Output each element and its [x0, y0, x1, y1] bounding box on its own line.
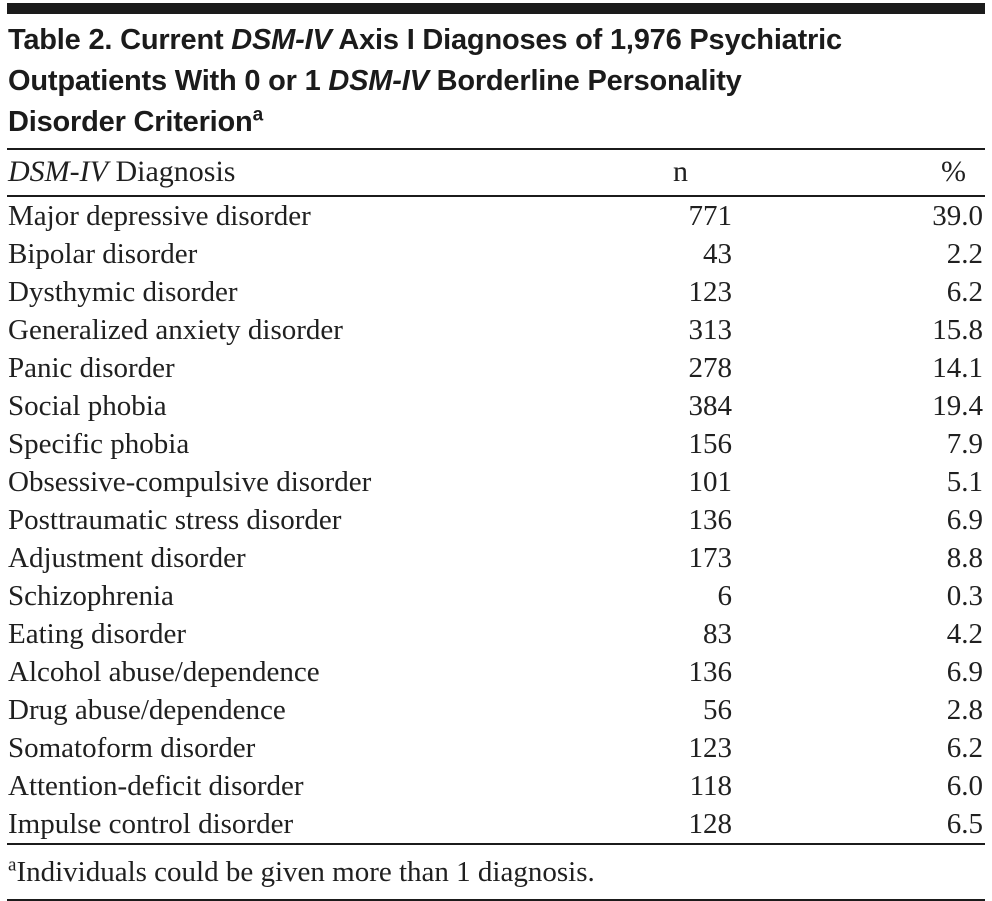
- diagnosis-cell: Generalized anxiety disorder: [8, 314, 343, 346]
- n-cell: 136: [688, 504, 732, 536]
- table-row: [7, 387, 985, 425]
- title-segment: DSM-IV: [231, 24, 332, 56]
- title-segment: Borderline Personality: [428, 65, 742, 97]
- pct-cell: 7.9: [946, 428, 983, 460]
- diagnosis-cell: Specific phobia: [8, 428, 190, 460]
- title-line: [8, 61, 985, 102]
- table-row: [7, 235, 985, 273]
- header-n: n: [572, 150, 732, 196]
- diagnosis-cell: Social phobia: [8, 390, 167, 422]
- table-row: [7, 196, 985, 235]
- diagnosis-cell: Panic disorder: [8, 352, 175, 384]
- pct-cell: 5.1: [946, 466, 983, 498]
- diagnosis-cell: Bipolar disorder: [8, 238, 198, 270]
- table-row: [7, 501, 985, 539]
- title-segment: Table 2. Current: [8, 24, 232, 56]
- n-cell: 384: [688, 390, 732, 422]
- diagnosis-cell: Alcohol abuse/dependence: [8, 656, 320, 688]
- header-row: [7, 150, 985, 196]
- table-row: [7, 463, 985, 501]
- diagnosis-cell: Eating disorder: [8, 618, 186, 650]
- diagnosis-cell: Major depressive disorder: [8, 200, 311, 232]
- table-row: [7, 805, 985, 844]
- n-cell: 156: [688, 428, 732, 460]
- n-cell: 118: [689, 770, 732, 802]
- pct-cell: 0.3: [946, 580, 983, 612]
- n-cell: 128: [688, 808, 732, 840]
- n-cell: 123: [688, 276, 732, 308]
- header-diagnosis-italic: DSM-IV: [8, 155, 108, 188]
- n-cell: 313: [688, 314, 732, 346]
- table-row: [7, 349, 985, 387]
- table-row: [7, 539, 985, 577]
- title-line: [8, 20, 985, 61]
- header-diagnosis-rest: Diagnosis: [107, 155, 236, 188]
- table-row: [7, 767, 985, 805]
- pct-cell: 6.9: [946, 656, 983, 688]
- n-cell: 173: [688, 542, 732, 574]
- pct-cell: 6.9: [946, 504, 983, 536]
- n-cell: 43: [703, 238, 732, 270]
- table-row: [7, 729, 985, 767]
- pct-cell: 2.8: [946, 694, 983, 726]
- table-row: [7, 691, 985, 729]
- title-segment: Axis I Diagnoses of 1,976 Psychiatric: [331, 24, 842, 56]
- table-row: [7, 653, 985, 691]
- diagnosis-cell: Adjustment disorder: [8, 542, 246, 574]
- n-cell: 136: [688, 656, 732, 688]
- table-row: [7, 273, 985, 311]
- pct-cell: 6.5: [946, 808, 983, 840]
- title-segment: DSM-IV: [328, 65, 429, 97]
- diagnosis-cell: Drug abuse/dependence: [8, 694, 286, 726]
- pct-cell: 15.8: [932, 314, 983, 346]
- pct-cell: 39.0: [932, 200, 983, 232]
- diagnosis-cell: Attention-deficit disorder: [8, 770, 304, 802]
- diagnosis-cell: Schizophrenia: [8, 580, 174, 612]
- pct-cell: 6.2: [946, 276, 983, 308]
- table-row: [7, 311, 985, 349]
- pct-cell: 19.4: [932, 390, 983, 422]
- table-header: [7, 150, 985, 196]
- n-cell: 123: [688, 732, 732, 764]
- diagnosis-table: [7, 150, 985, 845]
- header-percent: %: [732, 150, 985, 196]
- pct-cell: 14.1: [932, 352, 983, 384]
- diagnosis-cell: Impulse control disorder: [8, 808, 294, 840]
- title-segment: Outpatients With 0 or 1: [8, 65, 329, 97]
- table-row: [7, 425, 985, 463]
- diagnosis-cell: Somatoform disorder: [8, 732, 256, 764]
- footnote: [7, 845, 985, 899]
- n-cell: 101: [688, 466, 732, 498]
- pct-cell: 6.2: [946, 732, 983, 764]
- header-diagnosis: [7, 150, 572, 196]
- pct-cell: 8.8: [946, 542, 983, 574]
- title-segment: Disorder Criterion: [8, 106, 253, 138]
- title-line: [8, 102, 985, 143]
- pct-cell: 4.2: [946, 618, 983, 650]
- pct-cell: 6.0: [946, 770, 983, 802]
- n-cell: 771: [688, 200, 732, 232]
- table-title: [8, 20, 985, 143]
- diagnosis-cell: Obsessive-compulsive disorder: [8, 466, 372, 498]
- top-rule: [7, 3, 985, 14]
- n-cell: 278: [688, 352, 732, 384]
- footnote-marker: a: [8, 854, 17, 876]
- diagnosis-cell: Dysthymic disorder: [8, 276, 238, 308]
- pct-cell: 2.2: [946, 238, 983, 270]
- table-body: [7, 196, 985, 844]
- title-segment: a: [252, 104, 263, 126]
- n-cell: 83: [703, 618, 732, 650]
- table-row: [7, 615, 985, 653]
- footnote-text: Individuals could be given more than 1 diagnosis.: [16, 856, 595, 888]
- diagnosis-cell: Posttraumatic stress disorder: [8, 504, 342, 536]
- n-cell: 6: [717, 580, 732, 612]
- table-row: [7, 577, 985, 615]
- n-cell: 56: [703, 694, 732, 726]
